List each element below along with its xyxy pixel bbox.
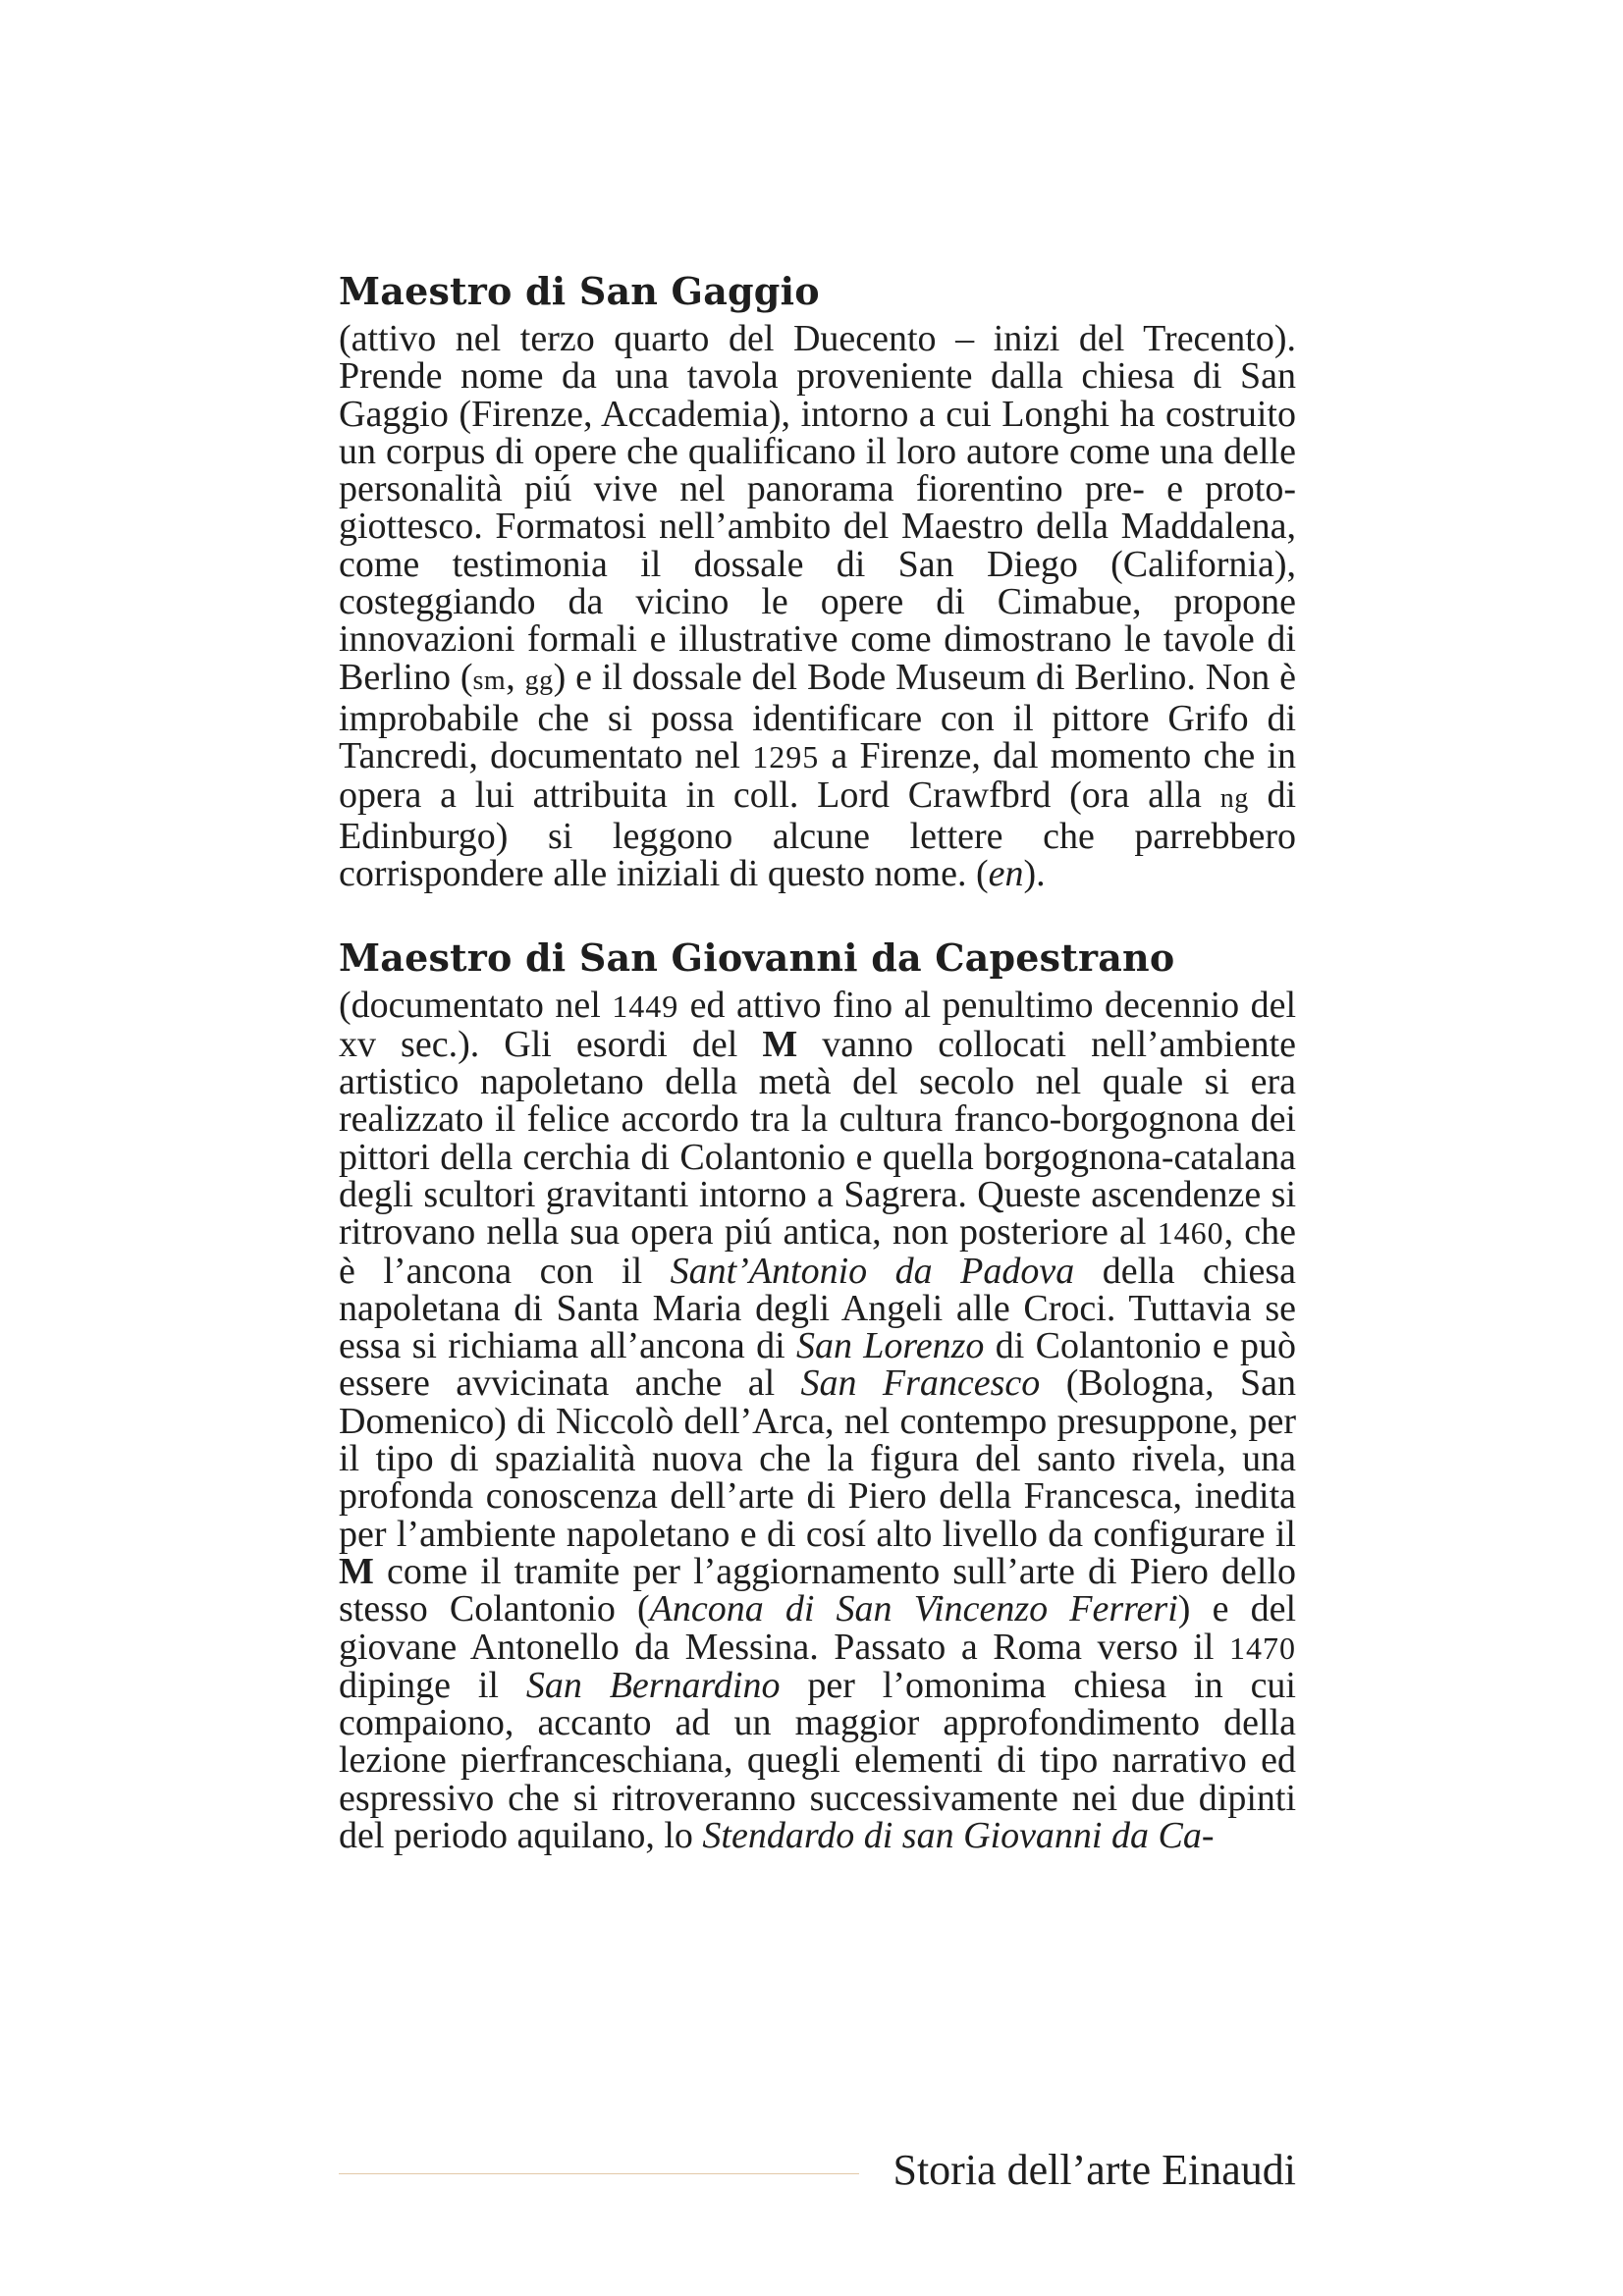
text-run: di Colantonio e può essere avvicinata anche al: [339, 1325, 1297, 1405]
text-run: 1460: [1157, 1215, 1224, 1252]
text-run: M: [339, 1550, 374, 1592]
text-run: per l’omonima chiesa in cui compaiono, accanto ad un maggior approfondimento della lezione pierfranceschiana, quegli elementi di tipo narrativo ed espressivo che si ritroveranno successivamente nei due dipinti del periodo aquilano, lo: [339, 1664, 1296, 1856]
text-run: gg: [524, 665, 554, 696]
footer-label: Storia dell’arte Einaudi: [893, 2146, 1296, 2194]
text-run: a Firenze, dal momento che in opera a lui attribuita in coll. Lord Crawfbrd (ora alla: [339, 735, 1296, 816]
text-run: 1470: [1229, 1629, 1296, 1666]
entry-body: [339, 318, 1297, 895]
text-run: ) e il dossale del Bode Museum di Berlino. Non è improbabile che si possa identificare con il pittore Grifo di Tancredi, documentato nel: [339, 656, 1296, 777]
text-run: ed attivo fino al penultimo decennio del xv sec.). Gli esordi del: [339, 985, 1297, 1065]
text-run: 1295: [752, 739, 820, 775]
text-run: San Bernardino: [525, 1664, 781, 1706]
text-run: della chiesa napoletana di Santa Maria degli Angeli alle Croci. Tuttavia se essa si richiama all’ancona di: [339, 1250, 1296, 1367]
footer-rule: [339, 2173, 859, 2174]
text-run: (Bologna, San Domenico) di Niccolò dell’Arca, nel contempo presuppone, per il tipo di spazialità nuova che la figura del santo rivela, una profonda conoscenza dell’arte di Piero della Francesca, inedita per l’ambiente napoletano e di cosí alto livello da configurare il: [339, 1362, 1296, 1555]
entry-san-giovanni-da-capestrano: [339, 937, 1296, 1854]
text-run: Ancona di San Vincenzo Ferreri: [649, 1588, 1178, 1630]
text-run: come il tramite per l’aggiornamento sull’arte di Piero dello stesso Colantonio (: [339, 1550, 1296, 1630]
text-run: ng: [1219, 782, 1249, 814]
text-run: Sant’Antonio da Padova: [670, 1250, 1075, 1292]
text-run: vanno collocati nell’ambiente artistico napoletano della metà del secolo nel quale si era realizzato il felice accordo tra la cultura franco-borgognona dei pittori della cerchia di Colantonio e quella borgognona-catalana degli scultori gravitanti intorno a Sagrera. Queste ascendenze si ritrovano nella sua opera piú antica, non posteriore al: [339, 1023, 1296, 1254]
text-run: di Edinburgo) si leggono alcune lettere che parrebbero corrispondere alle iniziali di questo nome. (: [339, 774, 1297, 895]
text-column: [339, 271, 1296, 1854]
text-run: San Francesco: [800, 1362, 1041, 1405]
text-run: M: [762, 1023, 798, 1065]
page-footer: [339, 2146, 1296, 2195]
text-run: sm: [472, 665, 507, 696]
text-run: dipinge il: [339, 1664, 526, 1706]
entry-title: Maestro di San Gaggio: [339, 269, 820, 313]
text-run: ).: [1023, 853, 1046, 895]
entry-body: [339, 987, 1296, 1854]
entry-title: Maestro di San Giovanni da Capestrano: [339, 935, 1175, 981]
text-run: en: [988, 853, 1024, 895]
text-run: ) e del giovane Antonello da Messina. Passato a Roma verso il: [339, 1588, 1296, 1668]
text-run: (attivo nel terzo quarto del Duecento – inizi del Trecento). Prende nome da una tavola proveniente dalla chiesa di San Gaggio (Firenze, Accademia), intorno a cui Longhi ha costruito un corpus di opere che qualificano il loro autore come una delle personalità piú vive nel panorama fiorentino pre- e proto- giottesco. Formatosi nell’ambito del Maestro della Maddalena, come testimonia il dossale di San Diego (California), costeggiando da vicino le opere di Cimabue, propone innovazioni formali e illustrative come dimostrano le tavole di Berlino (: [339, 318, 1296, 698]
text-run: San Lorenzo: [795, 1325, 985, 1367]
text-run: , che è l’ancona con il: [339, 1211, 1297, 1292]
entry-san-gaggio: [339, 269, 1297, 895]
text-run: Stendardo di san Giovanni da Ca-: [702, 1814, 1215, 1856]
text-run: 1449: [612, 988, 679, 1025]
text-run: (documentato nel: [339, 985, 613, 1027]
text-run: ,: [506, 656, 525, 698]
